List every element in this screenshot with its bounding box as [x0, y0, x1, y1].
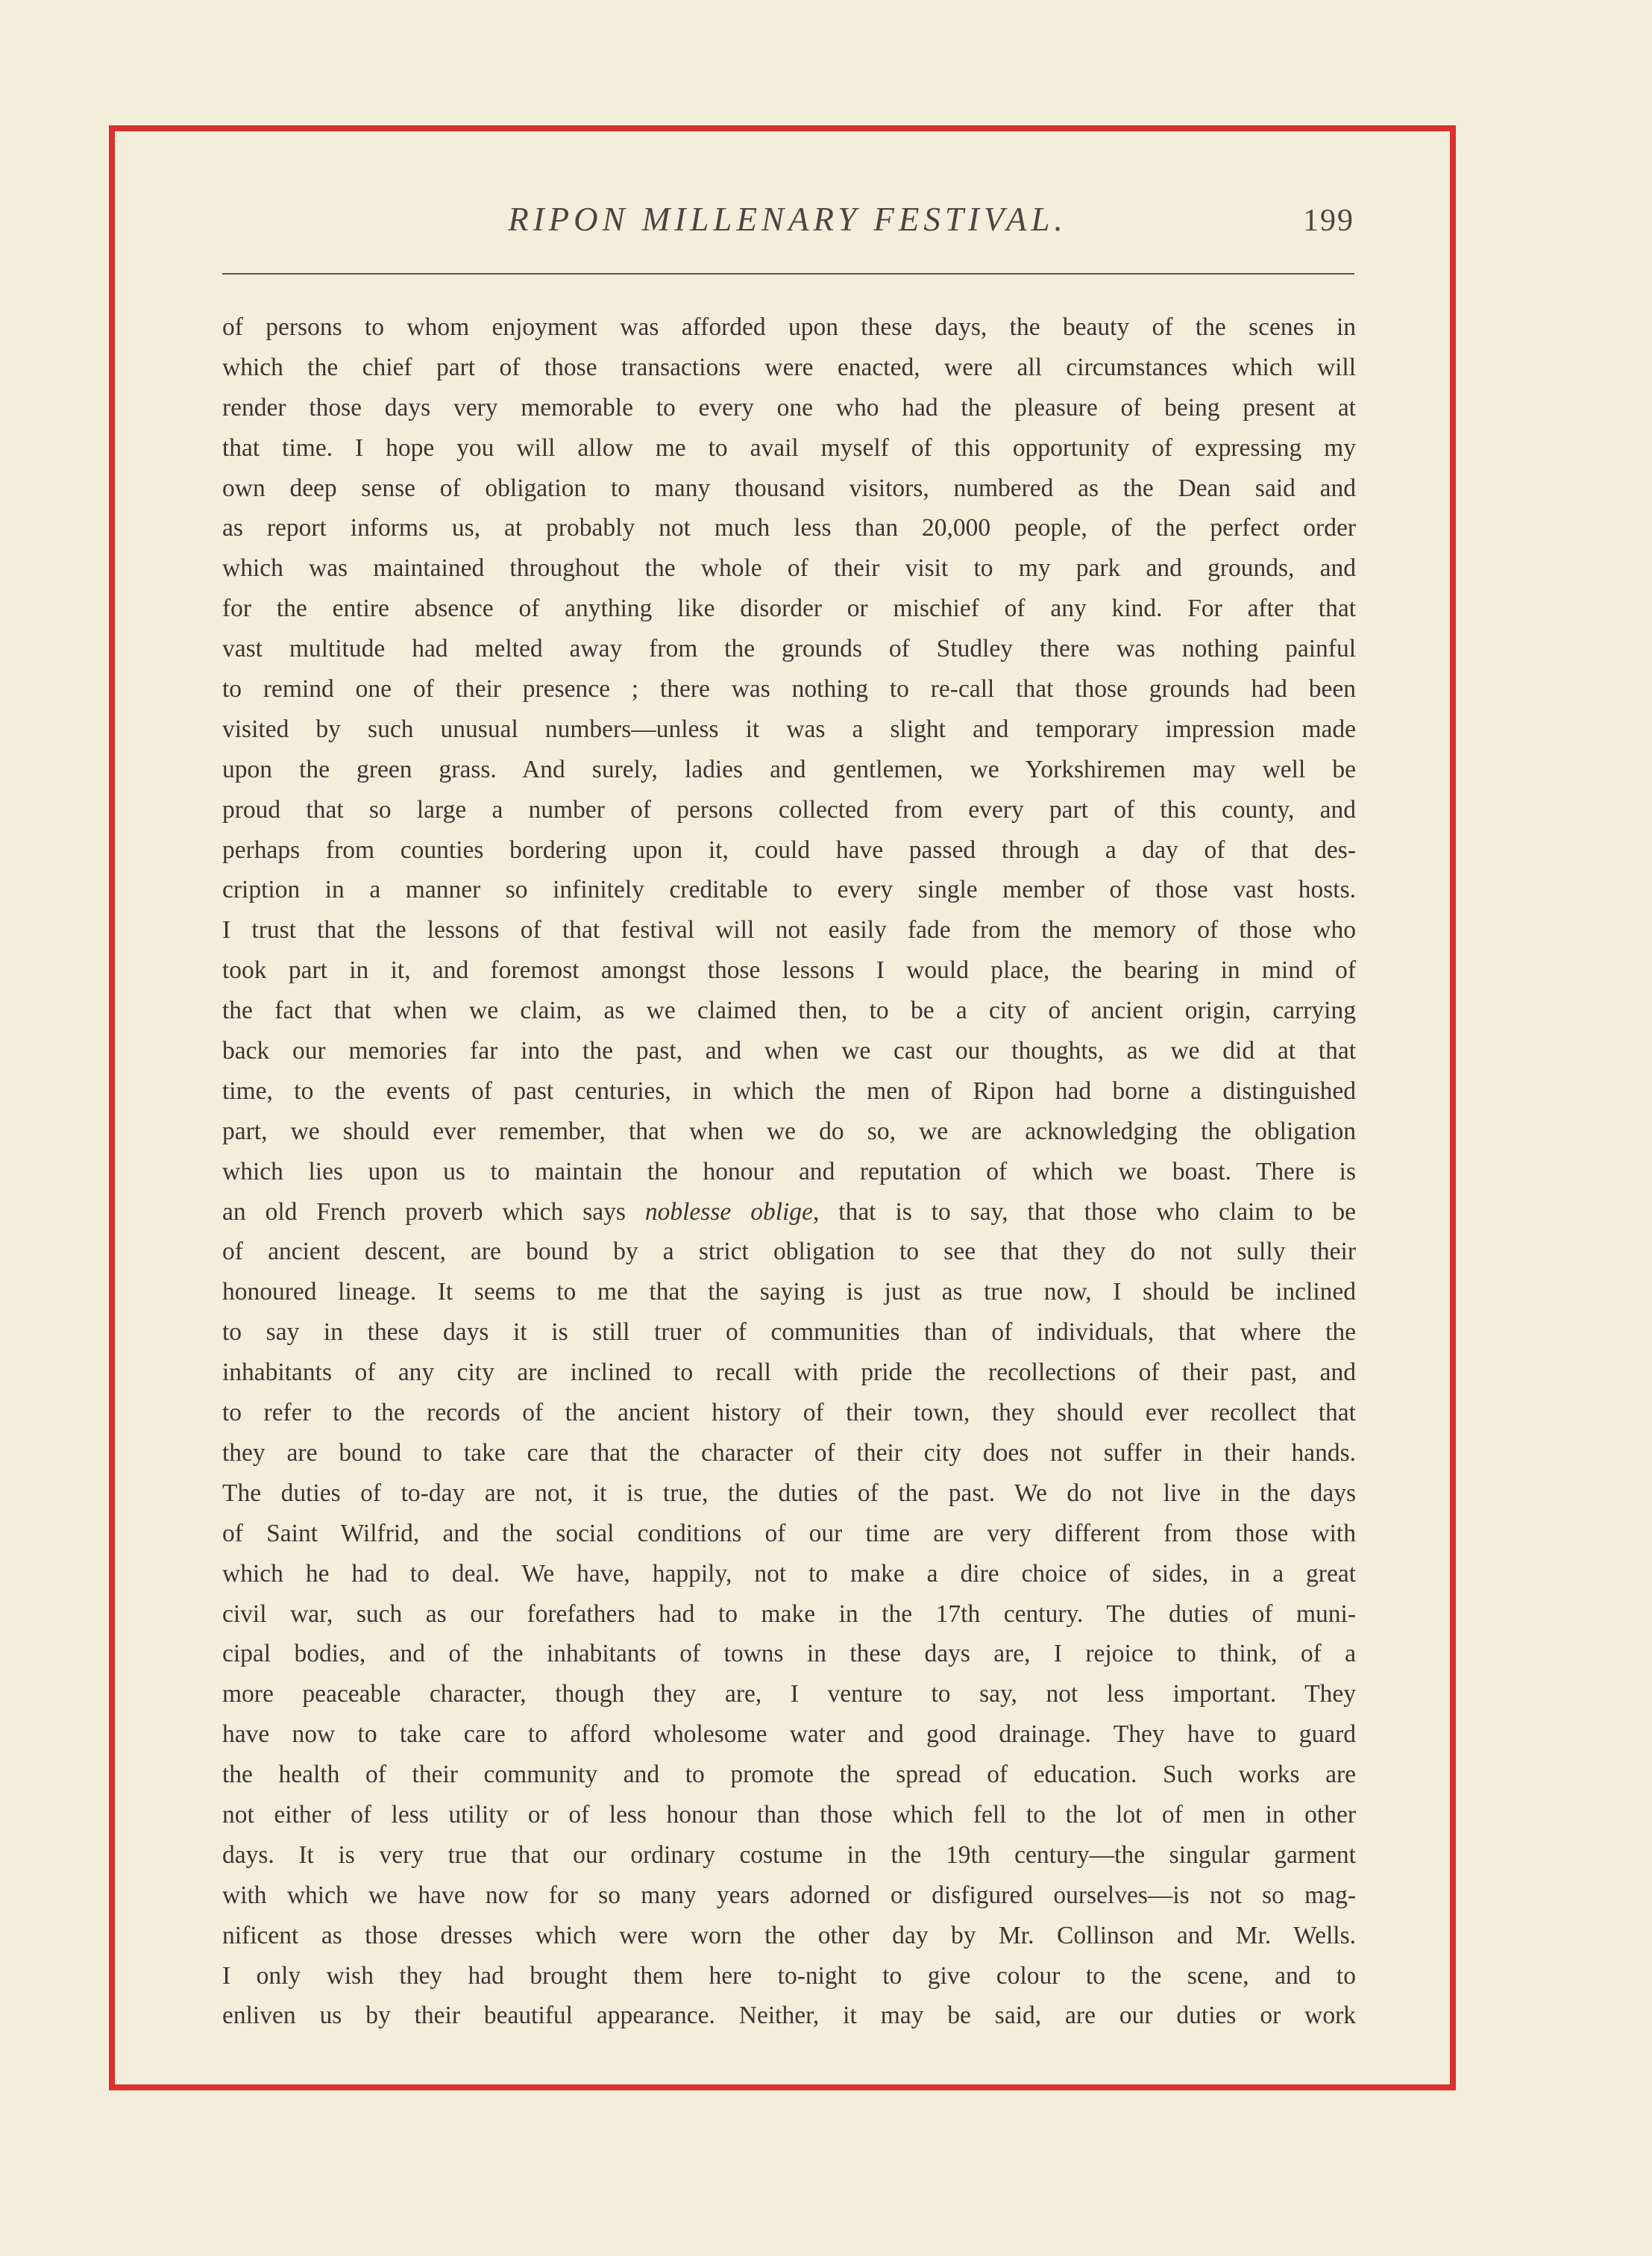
- text-line: took part in it, and foremost amongst those lessons I would place, the bearing in mind of: [222, 956, 1356, 985]
- text-line: cipal bodies, and of the inhabitants of towns in these days are, I rejoice to think, of a: [222, 1640, 1356, 1668]
- text-line: more peaceable character, though they are, I venture to say, not less important. They: [222, 1680, 1356, 1708]
- text-line: to remind one of their presence ; there was nothing to re-call that those grounds had been: [222, 675, 1356, 704]
- text-line: the fact that when we claim, as we claimed then, to be a city of ancient origin, carrying: [222, 997, 1356, 1025]
- text-line: for the entire absence of anything like disorder or mischief of any kind. For after that: [222, 595, 1356, 623]
- text-line: back our memories far into the past, and when we cast our thoughts, as we did at that: [222, 1037, 1356, 1065]
- text-line: days. It is very true that our ordinary costume in the 19th century—the singular garment: [222, 1840, 1356, 1869]
- text-line: own deep sense of obligation to many thousand visitors, numbered as the Dean said and: [222, 474, 1356, 502]
- text-line: that time. I hope you will allow me to avail myself of this opportunity of expressing my: [222, 433, 1356, 462]
- text-line: of ancient descent, are bound by a strict obligation to see that they do not sully their: [222, 1238, 1356, 1266]
- text-line: the health of their community and to promote the spread of education. Such works are: [222, 1761, 1356, 1789]
- text-line: which the chief part of those transactions were enacted, were all circumstances which will: [222, 353, 1356, 381]
- running-title: RIPON MILLENARY FESTIVAL.: [508, 201, 1067, 238]
- text-line: The duties of to-day are not, it is true, the duties of the past. We do not live in the days: [222, 1479, 1356, 1507]
- text-line: cription in a manner so infinitely creditable to every single member of those vast hosts.: [222, 876, 1356, 904]
- page-number: 199: [1303, 204, 1354, 238]
- text-line: I trust that the lessons of that festival will not easily fade from the memory of those who: [222, 916, 1356, 944]
- text-line: upon the green grass. And surely, ladies and gentlemen, we Yorkshiremen may well be: [222, 755, 1356, 783]
- header-rule: [222, 273, 1354, 275]
- text-line: which was maintained throughout the whole of their visit to my park and grounds, and: [222, 554, 1356, 583]
- text-line: vast multitude had melted away from the grounds of Studley there was nothing painful: [222, 635, 1356, 663]
- text-line: perhaps from counties bordering upon it, could have passed through a day of that des-: [222, 836, 1356, 864]
- text-line: which he had to deal. We have, happily, not to make a dire choice of sides, in a great: [222, 1559, 1356, 1588]
- text-line: have now to take care to afford wholesome water and good drainage. They have to guard: [222, 1720, 1356, 1749]
- text-line: which lies upon us to maintain the honour and reputation of which we boast. There is: [222, 1157, 1356, 1185]
- text-line: visited by such unusual numbers—unless it was a slight and temporary impression made: [222, 715, 1356, 743]
- text-line: not either of less utility or of less honour than those which fell to the lot of men in other: [222, 1800, 1356, 1829]
- text-line: render those days very memorable to every one who had the pleasure of being present at: [222, 393, 1356, 422]
- text-line: inhabitants of any city are inclined to recall with pride the recollections of their past, and: [222, 1359, 1356, 1387]
- text-line: time, to the events of past centuries, in which the men of Ripon had borne a distinguished: [222, 1077, 1356, 1105]
- italic-phrase: noblesse oblige: [644, 1197, 813, 1226]
- text-line: as report informs us, at probably not much less than 20,000 people, of the perfect order: [222, 514, 1356, 542]
- running-head: [221, 195, 1354, 248]
- text-line: civil war, such as our forefathers had to make in the 17th century. The duties of muni-: [222, 1599, 1356, 1628]
- text-line: an old French proverb which says noblesse oblige, that is to say, that those who claim to be: [222, 1197, 1356, 1226]
- text-line: nificent as those dresses which were worn the other day by Mr. Collinson and Mr. Wells.: [222, 1921, 1356, 1949]
- text-line: I only wish they had brought them here to-night to give colour to the scene, and to: [222, 1961, 1356, 1990]
- text-line: of persons to whom enjoyment was afforded upon these days, the beauty of the scenes in: [222, 313, 1356, 341]
- text-line: honoured lineage. It seems to me that the saying is just as true now, I should be inclined: [222, 1278, 1356, 1306]
- text-line: to refer to the records of the ancient history of their town, they should ever recollect that: [222, 1399, 1356, 1427]
- text-line: with which we have now for so many years adorned or disfigured ourselves—is not so mag-: [222, 1881, 1356, 1909]
- text-line: enliven us by their beautiful appearance. Neither, it may be said, are our duties or work: [222, 2002, 1356, 2030]
- text-line: part, we should ever remember, that when we do so, we are acknowledging the obligation: [222, 1117, 1356, 1145]
- text-line: proud that so large a number of persons collected from every part of this county, and: [222, 795, 1356, 824]
- text-line: to say in these days it is still truer of communities than of individuals, that where the: [222, 1318, 1356, 1347]
- text-line: they are bound to take care that the character of their city does not suffer in their hands.: [222, 1438, 1356, 1467]
- text-line: of Saint Wilfrid, and the social conditions of our time are very different from those with: [222, 1519, 1356, 1547]
- body-text: [222, 307, 1356, 2036]
